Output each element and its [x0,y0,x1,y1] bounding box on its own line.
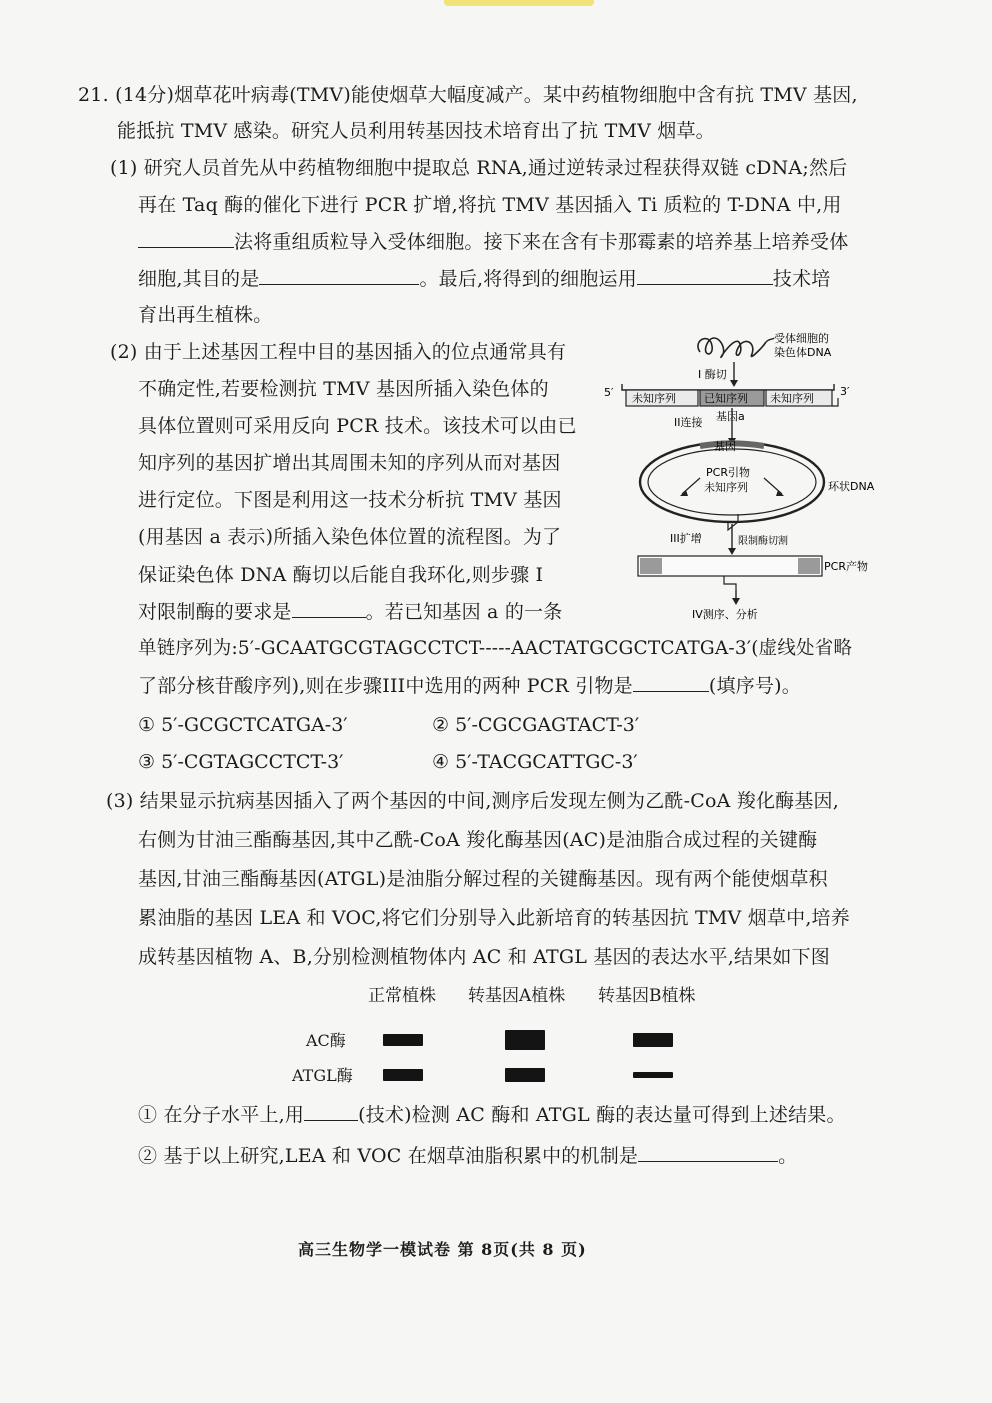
band-a-atgl [505,1068,545,1082]
pcr-product-right-end [798,558,820,574]
part1-line-4: 细胞,其目的是 。最后,将得到的细胞运用 技术培 [138,268,831,290]
band-a-ac [505,1030,545,1050]
unknown-seq-right-label: 未知序列 [770,392,814,405]
part3-line-3: 基因,甘油三酯酶基因(ATGL)是油脂分解过程的关键酶基因。现有两个能使烟草积 [138,868,828,890]
part2-line-7: 保证染色体 DNA 酶切以后能自我环化,则步骤 I [138,564,544,586]
known-seq-label: 已知序列 [704,392,748,405]
part3-line-2: 右侧为甘油三酯酶基因,其中乙酰-CoA 羧化酶基因(AC)是油脂合成过程的关键酶 [138,829,818,851]
chromosome-label-2: 染色体DNA [774,346,832,359]
gel-col-b: 转基因B植株 [598,986,696,1006]
part3-line-5: 成转基因植物 A、B,分别检测植物体内 AC 和 ATGL 基因的表达水平,结果如下图 [138,946,830,968]
option-2: ② 5′-CGCGAGTACT-3′ [432,714,640,736]
option-4: ④ 5′-TACGCATTGC-3′ [432,751,638,773]
part3-line-1: (3) 结果显示抗病基因插入了两个基因的中间,测序后发现左侧为乙酰-CoA 羧化酶基因, [106,790,839,812]
restriction-cut-label: 限制酶切割 [738,536,788,547]
page-footer: 高三生物学一模试卷 第 8页(共 8 页) [298,1240,587,1259]
answer-blank-2[interactable] [259,266,419,285]
step-3-label: III扩增 [670,532,702,545]
part1-line-5: 育出再生植株。 [138,304,273,326]
ring-primer-label: PCR引物 [706,466,750,479]
band-b-atgl [633,1072,673,1078]
part3-question-1: ① 在分子水平上,用 (技术)检测 AC 酶和 ATGL 酶的表达量可得到上述结果。 [138,1104,846,1126]
option-1: ① 5′-GCGCTCATGA-3′ [138,714,348,736]
chromosome-squiggle-icon [698,338,766,357]
ring-gene-label: 基因 [714,440,736,453]
answer-blank-7[interactable] [638,1143,778,1162]
part1-line-3: 法将重组质粒导入受体细胞。接下来在含有卡那霉素的培养基上培养受体 [138,229,848,255]
answer-blank-6[interactable] [304,1102,358,1121]
band-normal-ac [383,1034,423,1046]
top-edge-mark [444,0,594,6]
answer-blank-5[interactable] [633,673,709,692]
gene-a-label: 基因a [716,410,745,423]
part2-line-9: 单链序列为:5′-GCAATGCGTAGCCTCT-----AACTATGCGCTCATGA-3′(虚线处省略 [138,638,853,659]
part1-line-2: 再在 Taq 酶的催化下进行 PCR 扩增,将抗 TMV 基因插入 Ti 质粒的 T-DNA 中,用 [138,194,842,216]
gel-row-ac: AC酶 [306,1031,346,1050]
part2-line-10: 了部分核苷酸序列),则在步骤III中选用的两种 PCR 引物是 (填序号)。 [138,675,801,697]
part2-line-2: 不确定性,若要检测抗 TMV 基因所插入染色体的 [138,378,549,400]
answer-blank-1[interactable] [138,229,234,248]
part2-line-3: 具体位置则可采用反向 PCR 技术。该技术可以由已 [138,415,577,437]
part1-line-1: (1) 研究人员首先从中药植物细胞中提取总 RNA,通过逆转录过程获得双链 cDNA;然后 [110,157,848,179]
part3-question-2: ② 基于以上研究,LEA 和 VOC 在烟草油脂积累中的机制是 。 [138,1145,798,1167]
part3-line-4: 累油脂的基因 LEA 和 VOC,将它们分别导入此新培育的转基因抗 TMV 烟草中,培养 [138,907,850,929]
gel-col-normal: 正常植株 [368,986,436,1006]
part2-line-1: (2) 由于上述基因工程中目的基因插入的位点通常具有 [110,341,567,363]
ring-unknown-label: 未知序列 [704,481,748,494]
part2-line-4: 知序列的基因扩增出其周围未知的序列从而对基因 [138,452,561,474]
part2-line-5: 进行定位。下图是利用这一技术分析抗 TMV 基因 [138,489,562,511]
band-b-ac [633,1033,673,1047]
step-2-label: II连接 [674,416,703,429]
pcr-product-left-end [640,558,662,574]
five-prime-label: 5′ [604,386,614,399]
pcr-product-label: PCR产物 [824,560,868,573]
question-intro-line-1: 21. (14分)烟草花叶病毒(TMV)能使烟草大幅度减产。某中药植物细胞中含有抗 TMV 基因, [78,84,858,106]
part2-line-6: (用基因 a 表示)所插入染色体位置的流程图。为了 [138,526,562,548]
step-1-label: I 酶切 [698,368,727,381]
step-4-label: IV测序、分析 [692,608,758,621]
answer-blank-4[interactable] [292,599,366,618]
band-normal-atgl [383,1069,423,1081]
circular-dna-label: 环状DNA [828,480,875,493]
part2-line-8: 对限制酶的要求是 。若已知基因 a 的一条 [138,601,563,623]
gel-col-a: 转基因A植株 [468,986,566,1006]
option-3: ③ 5′-CGTAGCCTCT-3′ [138,751,344,773]
reverse-pcr-diagram [596,318,896,624]
answer-blank-3[interactable] [637,266,773,285]
question-number: 21. [78,84,109,106]
chromosome-label-1: 受体细胞的 [774,332,829,345]
three-prime-label: 3′ [840,385,850,398]
gel-row-atgl: ATGL酶 [292,1066,353,1085]
unknown-seq-left-label: 未知序列 [632,392,676,405]
question-intro-line-2: 能抵抗 TMV 感染。研究人员利用转基因技术培育出了抗 TMV 烟草。 [117,120,715,142]
pcr-product-bar [638,556,822,576]
